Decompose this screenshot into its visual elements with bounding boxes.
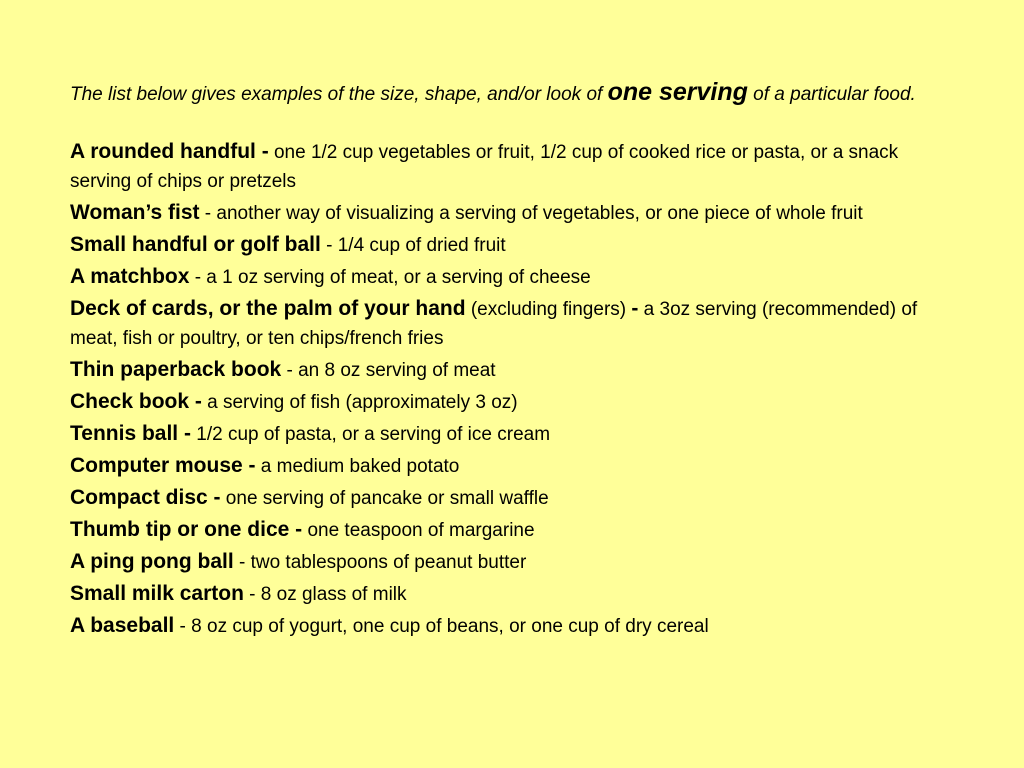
list-item	[70, 451, 964, 481]
intro-paragraph	[70, 78, 964, 109]
list-item	[70, 387, 964, 417]
item-term: Check book -	[70, 390, 202, 413]
item-desc: one teaspoon of margarine	[302, 520, 535, 541]
intro-emphasis: one serving	[607, 78, 748, 106]
list-item	[70, 547, 964, 577]
item-desc: one 1/2 cup vegetables or fruit, 1/2 cup of cooked rice or pasta, or a snack serving of chips or pretzels	[70, 142, 899, 192]
item-term: Deck of cards, or the palm of your hand	[70, 297, 466, 320]
item-desc: one serving of pancake or small waffle	[220, 488, 549, 509]
list-item	[70, 579, 964, 609]
item-term: Thin paperback book	[70, 358, 282, 381]
item-term: Computer mouse -	[70, 454, 256, 477]
item-desc: - a 1 oz serving of meat, or a serving of cheese	[189, 267, 591, 288]
item-desc: - 8 oz cup of yogurt, one cup of beans, or one cup of dry cereal	[174, 616, 709, 637]
list-item	[70, 611, 964, 641]
item-term-dash: -	[631, 297, 639, 320]
list-item	[70, 419, 964, 449]
serving-size-list	[70, 137, 964, 641]
list-item	[70, 294, 964, 353]
item-term: Small handful or golf ball	[70, 233, 321, 256]
list-item	[70, 355, 964, 385]
item-desc: - an 8 oz serving of meat	[281, 360, 496, 381]
item-term: Compact disc -	[70, 486, 221, 509]
item-desc: - two tablespoons of peanut butter	[233, 552, 527, 573]
list-item	[70, 137, 964, 196]
intro-text-before: The list below gives examples of the size, shape, and/or look of	[70, 84, 608, 105]
item-desc: a 3oz serving (recommended) of meat, fish or poultry, or ten chips/french fries	[70, 299, 918, 349]
item-term: Woman’s fist	[70, 201, 200, 224]
list-item	[70, 515, 964, 545]
list-item	[70, 198, 964, 228]
item-term: A matchbox	[70, 265, 190, 288]
item-desc: a medium baked potato	[255, 456, 460, 477]
list-item	[70, 483, 964, 513]
item-term: A ping pong ball	[70, 550, 234, 573]
item-desc: a serving of fish (approximately 3 oz)	[201, 392, 518, 413]
intro-text-after: of a particular food.	[747, 84, 916, 105]
item-desc: 1/2 cup of pasta, or a serving of ice cream	[190, 424, 551, 445]
list-item	[70, 230, 964, 260]
item-desc: - 1/4 cup of dried fruit	[320, 235, 506, 256]
item-term: A rounded handful -	[70, 140, 269, 163]
item-term: A baseball	[70, 614, 175, 637]
item-desc: - another way of visualizing a serving of vegetables, or one piece of whole fruit	[199, 203, 863, 224]
list-item	[70, 262, 964, 292]
item-note: (excluding fingers)	[465, 299, 632, 320]
item-term: Tennis ball -	[70, 422, 191, 445]
item-term: Small milk carton	[70, 582, 244, 605]
item-desc: - 8 oz glass of milk	[243, 584, 407, 605]
item-term: Thumb tip or one dice -	[70, 518, 303, 541]
